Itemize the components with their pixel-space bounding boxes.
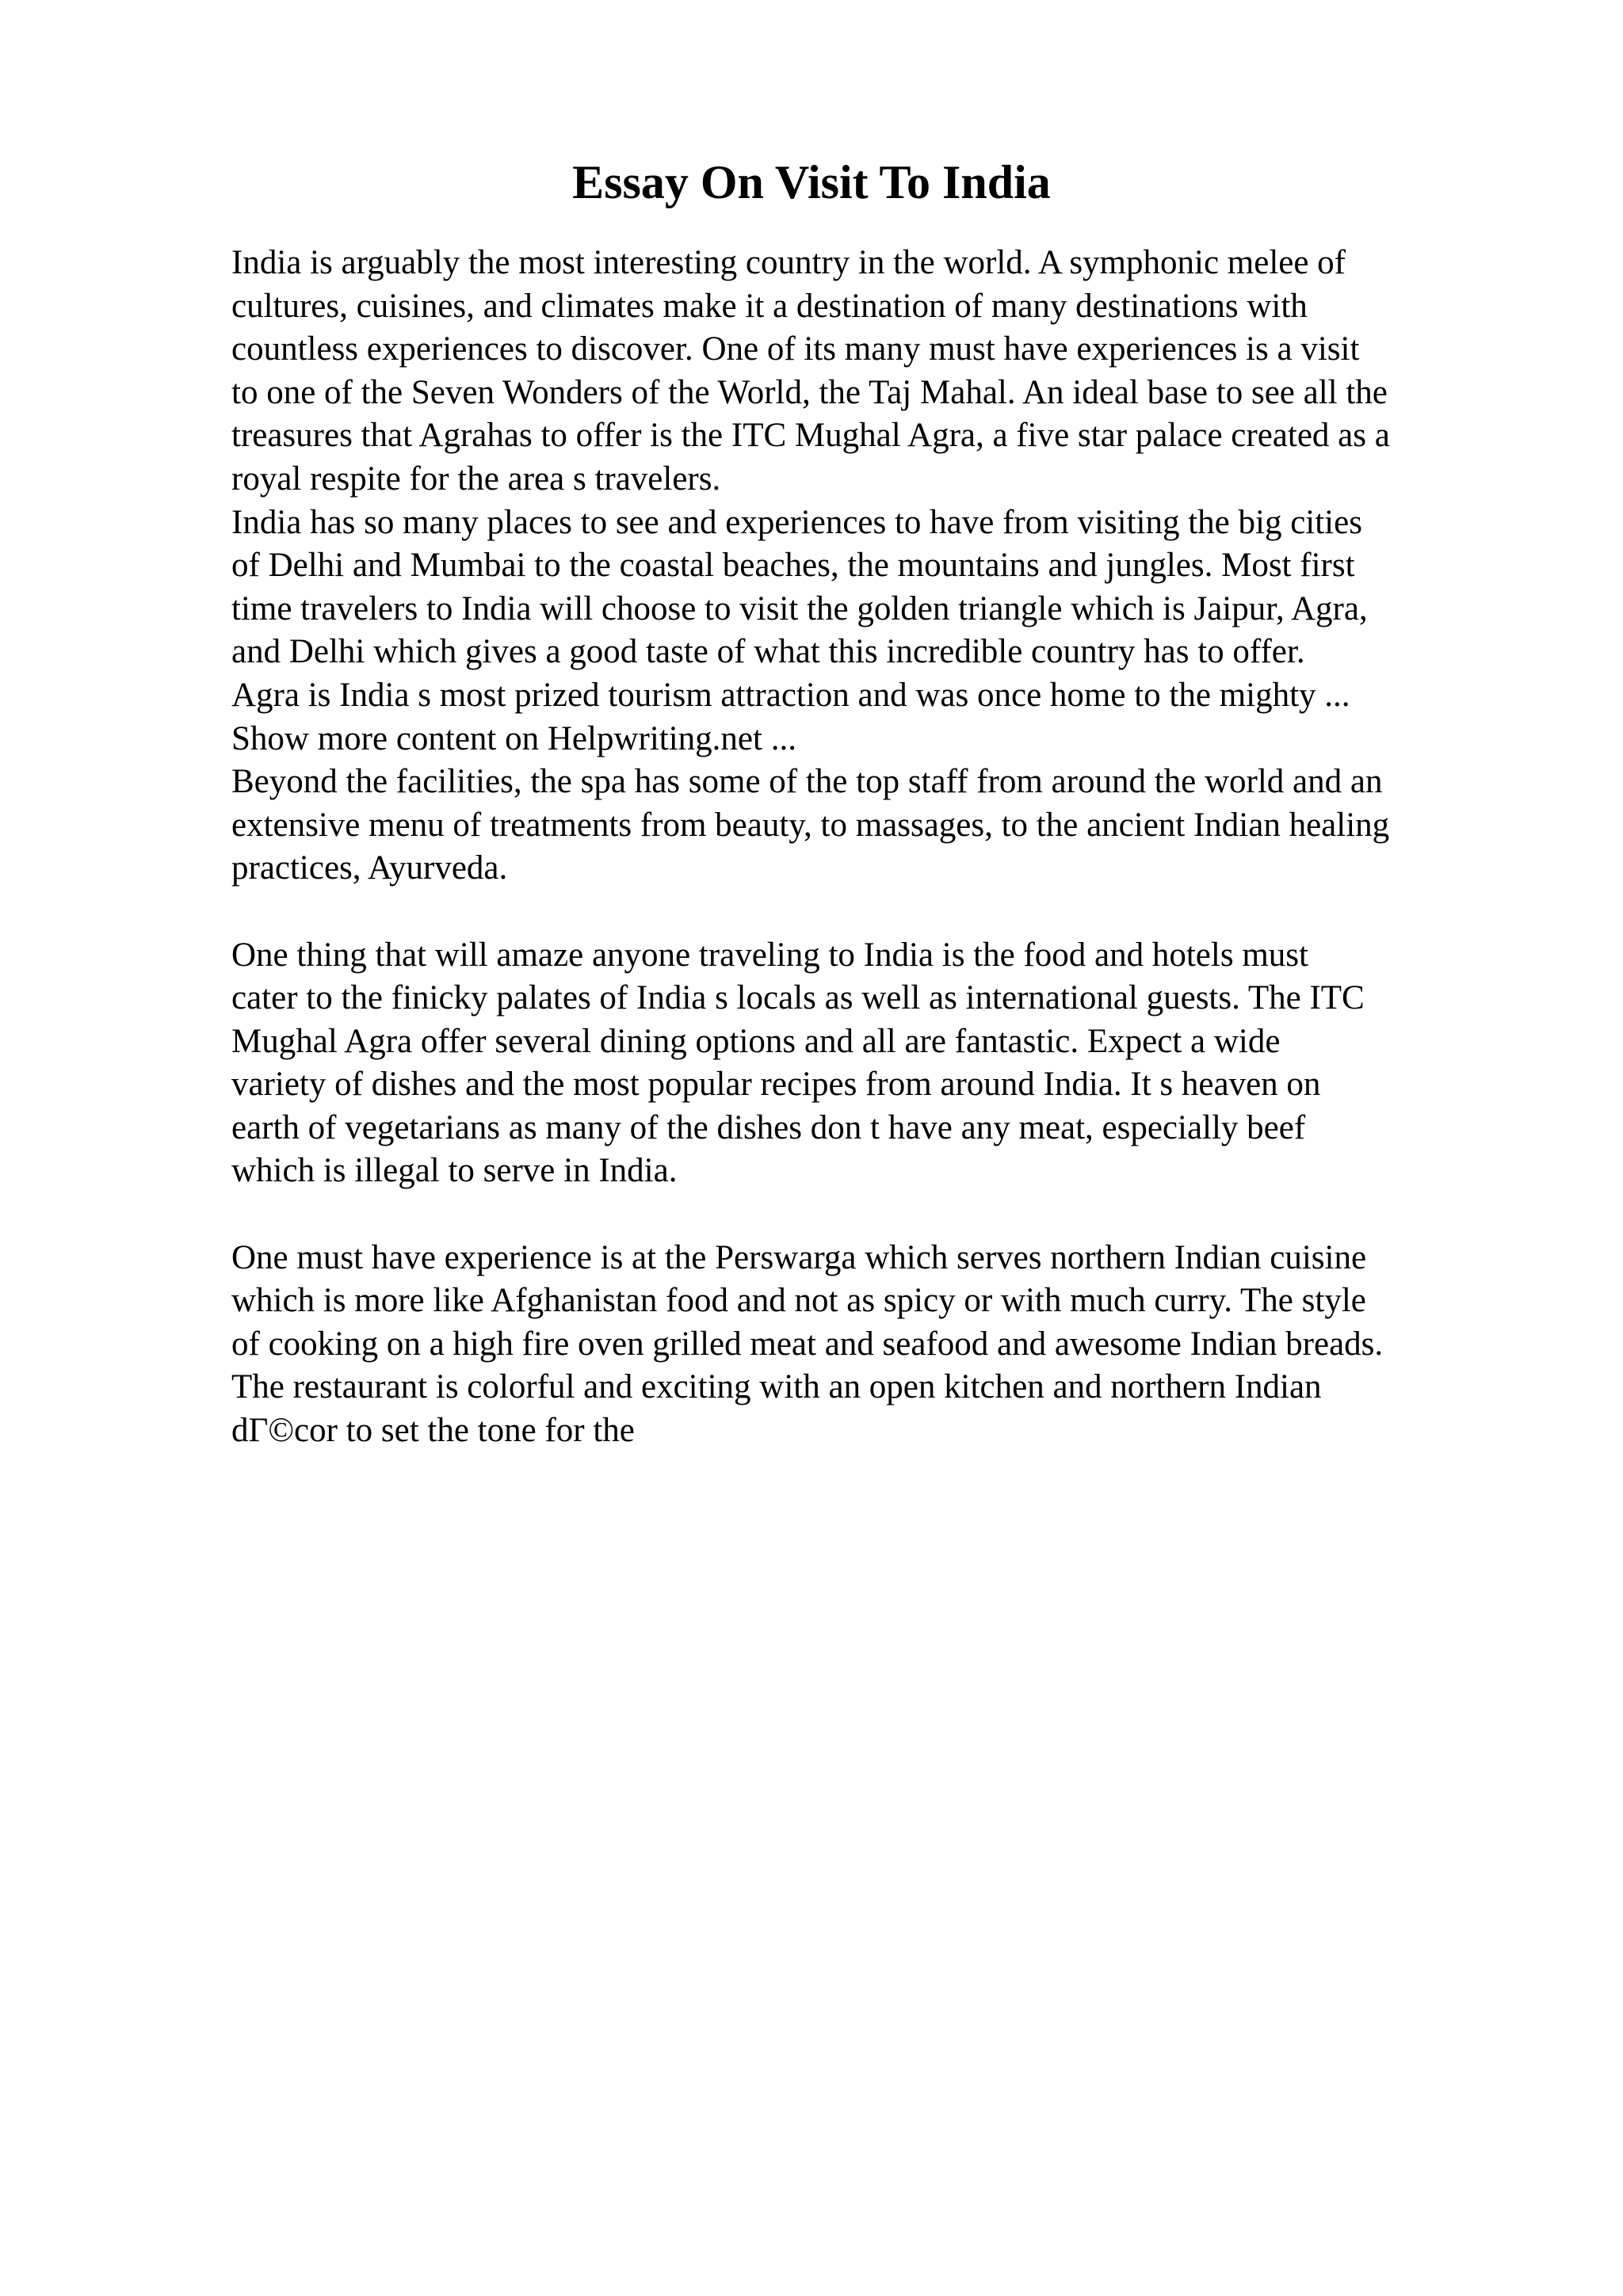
- body-line: Mughal Agra offer several dining options and all are fantastic. Expect a wide: [231, 1022, 1281, 1060]
- body-line: cater to the finicky palates of India s locals as well as international guests. The ITC: [231, 979, 1365, 1017]
- body-line: dΓ©cor to set the tone for the: [231, 1412, 635, 1450]
- paragraph-gap: [231, 1193, 1594, 1237]
- body-line: Agra is India s most prized tourism attraction and was once home to the mighty ...: [231, 676, 1350, 714]
- body-line: variety of dishes and the most popular recipes from around India. It s heaven on: [231, 1066, 1321, 1104]
- body-line: One thing that will amaze anyone traveling to India is the food and hotels must: [231, 936, 1308, 974]
- show-more-line: Show more content on Helpwriting.net ...: [231, 719, 796, 757]
- document-title: Essay On Visit To India: [572, 156, 1051, 208]
- body-line: time travelers to India will choose to visit the golden triangle which is Jaipur, Agra,: [231, 589, 1368, 627]
- body-line: treasures that Agrahas to offer is the ITC Mughal Agra, a five star palace created as a: [231, 417, 1390, 455]
- body-line: which is illegal to serve in India.: [231, 1152, 678, 1190]
- body-line: which is more like Afghanistan food and not as spicy or with much curry. The style: [231, 1282, 1366, 1320]
- body-line: countless experiences to discover. One of its many must have experiences is a visit: [231, 330, 1360, 368]
- body-line: earth of vegetarians as many of the dishes don t have any meat, especially beef: [231, 1108, 1306, 1146]
- document-body: [231, 242, 1594, 1453]
- paragraph-gap: [231, 891, 1594, 934]
- body-line: cultures, cuisines, and climates make it a destination of many destinations with: [231, 287, 1308, 325]
- body-line: One must have experience is at the Perswarga which serves northern Indian cuisine: [231, 1238, 1367, 1276]
- body-line: of Delhi and Mumbai to the coastal beaches, the mountains and jungles. Most first: [231, 547, 1355, 585]
- body-line: India is arguably the most interesting country in the world. A symphonic melee of: [231, 244, 1346, 281]
- body-line: royal respite for the area s travelers.: [231, 460, 721, 498]
- body-line: to one of the Seven Wonders of the World, the Taj Mahal. An ideal base to see all the: [231, 373, 1388, 411]
- body-line: and Delhi which gives a good taste of what this incredible country has to offer.: [231, 633, 1305, 671]
- body-line: Beyond the facilities, the spa has some of the top staff from around the world and an: [231, 763, 1383, 801]
- body-line: extensive menu of treatments from beauty, to massages, to the ancient Indian healing: [231, 806, 1390, 844]
- body-line: of cooking on a high fire oven grilled meat and seafood and awesome Indian breads.: [231, 1325, 1384, 1363]
- body-line: India has so many places to see and experiences to have from visiting the big cities: [231, 503, 1362, 541]
- body-line: practices, Ayurveda.: [231, 849, 508, 887]
- body-line: The restaurant is colorful and exciting with an open kitchen and northern Indian: [231, 1368, 1322, 1406]
